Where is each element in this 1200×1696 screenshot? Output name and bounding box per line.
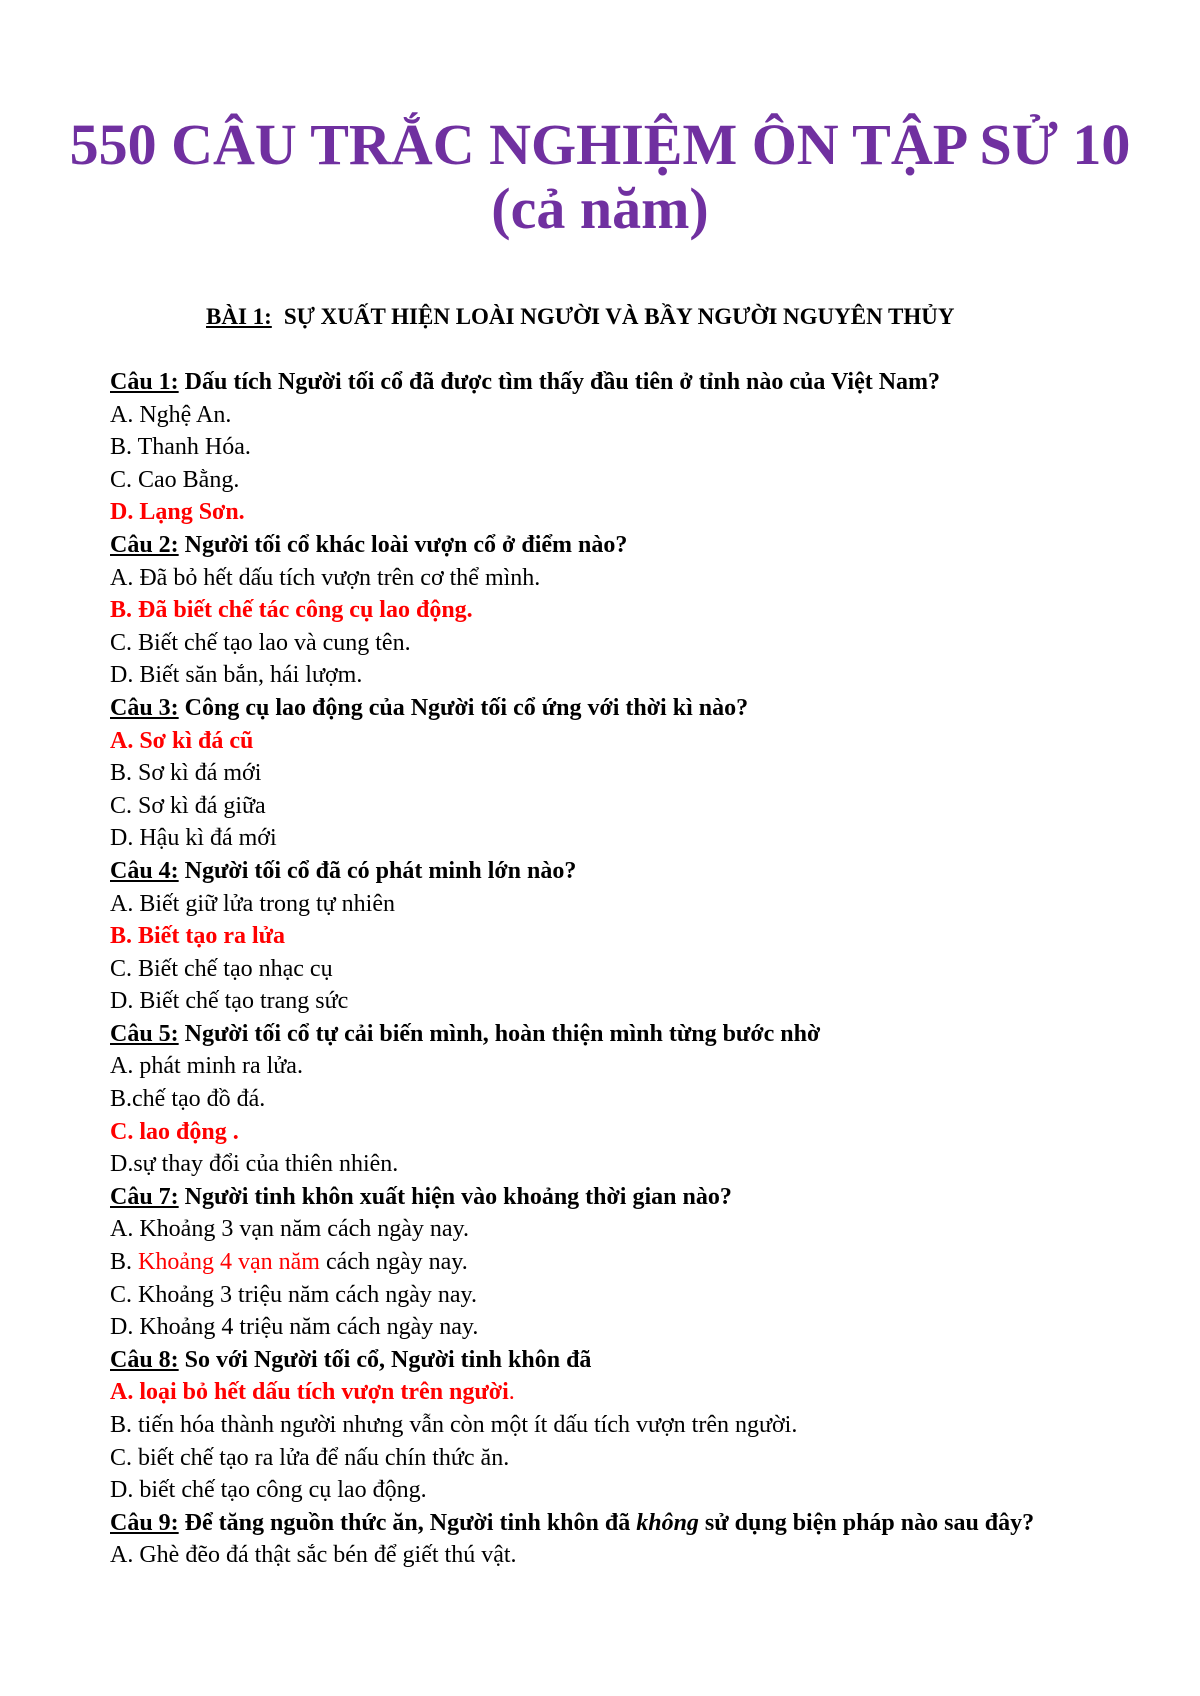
question-2: [110, 529, 1110, 562]
question-1: [110, 366, 1110, 399]
option: A. phát minh ra lửa.: [110, 1053, 303, 1080]
correct-answer: D. Lạng Sơn.: [110, 499, 245, 526]
option: B. Thanh Hóa.: [110, 434, 251, 461]
option: B. tiến hóa thành người nhưng vẫn còn một ít dấu tích vượn trên người.: [110, 1412, 798, 1438]
question-7: [110, 1181, 1110, 1214]
option-letter: B.: [110, 1249, 139, 1276]
option: D. Hậu kì đá mới: [110, 825, 277, 852]
question-text: Người tối cổ tự cải biến mình, hoàn thiện mình từng bước nhờ: [184, 1020, 821, 1047]
option-rest: cách ngày nay.: [319, 1249, 468, 1276]
question-list: [110, 366, 1110, 1572]
question-3: [110, 692, 1110, 725]
correct-answer: B. Biết tạo ra lửa: [110, 923, 286, 950]
correct-answer: B. Đã biết chế tác công cụ lao động.: [110, 597, 473, 624]
option: A. Ghè đẽo đá thật sắc bén để giết thú vật.: [110, 1542, 517, 1569]
question-text: Để tăng nguồn thức ăn, Người tinh khôn đã: [184, 1509, 631, 1536]
option: B.chế tạo đồ đá.: [110, 1086, 266, 1113]
correct-answer: [110, 1376, 1110, 1409]
lesson-label: BÀI 1:: [206, 304, 272, 329]
option: C. Biết chế tạo lao và cung tên.: [110, 629, 411, 656]
question-number: Câu 3:: [110, 694, 179, 721]
question-text: Người tối cổ đã có phát minh lớn nào?: [184, 857, 577, 884]
question-number: Câu 9:: [110, 1509, 179, 1536]
option: A. Đã bỏ hết dấu tích vượn trên cơ thể mình.: [110, 564, 541, 591]
option-rest: .: [508, 1379, 515, 1406]
lesson-heading: [206, 302, 1166, 332]
question-number: Câu 8:: [110, 1346, 179, 1373]
question-8: [110, 1344, 1110, 1377]
correct-answer: A. Sơ kì đá cũ: [110, 727, 254, 754]
option: A. Nghệ An.: [110, 401, 232, 428]
option: C. Cao Bằng.: [110, 466, 240, 493]
option: A. Biết giữ lửa trong tự nhiên: [110, 890, 395, 917]
question-text: Dấu tích Người tối cổ đã được tìm thấy đầu tiên ở tỉnh nào của Việt Nam?: [184, 369, 941, 395]
question-text-end: sử dụng biện pháp nào sau đây?: [704, 1509, 1035, 1536]
question-number: Câu 2:: [110, 531, 179, 558]
option: C. Sơ kì đá giữa: [110, 792, 266, 819]
question-9: [110, 1507, 1110, 1540]
option: B. Sơ kì đá mới: [110, 760, 262, 787]
answer-highlight: A. loại bỏ hết dấu tích vượn trên người: [110, 1379, 509, 1406]
question-number: Câu 4:: [110, 857, 179, 884]
question-text: Người tinh khôn xuất hiện vào khoảng thời gian nào?: [184, 1183, 732, 1210]
option: D. Khoảng 4 triệu năm cách ngày nay.: [110, 1314, 479, 1341]
option: C. Biết chế tạo nhạc cụ: [110, 955, 333, 982]
document-subtitle: (cả năm): [491, 176, 709, 241]
option: A. Khoảng 3 vạn năm cách ngày nay.: [110, 1216, 469, 1243]
answer-highlight: Khoảng 4 vạn năm: [138, 1249, 320, 1276]
question-4: [110, 855, 1110, 888]
question-text-emphasis: không: [636, 1509, 699, 1536]
question-number: Câu 7:: [110, 1183, 179, 1210]
question-text: Công cụ lao động của Người tối cổ ứng với thời kì nào?: [184, 694, 749, 721]
question-number: Câu 5:: [110, 1020, 179, 1047]
option: D.sự thay đổi của thiên nhiên.: [110, 1151, 399, 1178]
document-title: 550 CÂU TRẮC NGHIỆM ÔN TẬP SỬ 10: [69, 112, 1131, 177]
option: D. biết chế tạo công cụ lao động.: [110, 1477, 427, 1504]
option: [110, 1246, 1110, 1279]
question-5: [110, 1018, 1110, 1051]
option: D. Biết săn bắn, hái lượm.: [110, 662, 363, 689]
question-text: So với Người tối cổ, Người tinh khôn đã: [184, 1346, 592, 1373]
lesson-title: SỰ XUẤT HIỆN LOÀI NGƯỜI VÀ BẦY NGƯỜI NGUYÊN THỦY: [283, 304, 955, 329]
option: D. Biết chế tạo trang sức: [110, 988, 349, 1015]
option: C. biết chế tạo ra lửa để nấu chín thức ăn.: [110, 1444, 510, 1471]
question-text: Người tối cổ khác loài vượn cổ ở điểm nào?: [184, 531, 628, 558]
correct-answer: C. lao động .: [110, 1118, 239, 1145]
question-number: Câu 1:: [110, 369, 179, 395]
option: C. Khoảng 3 triệu năm cách ngày nay.: [110, 1281, 477, 1308]
